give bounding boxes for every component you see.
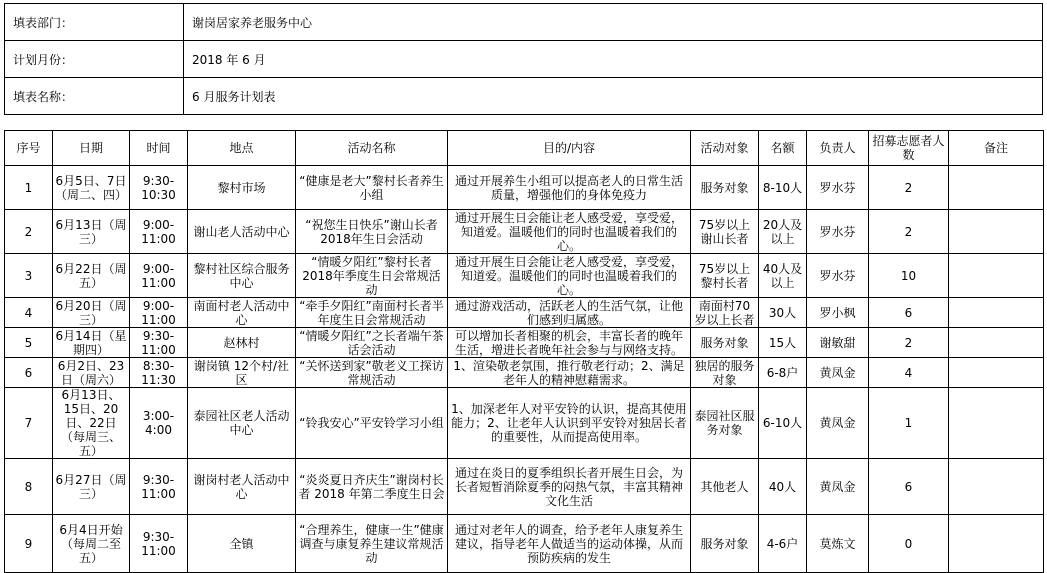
cell-date: 6月27日（周三） (53, 459, 130, 515)
dept-label: 填表部门： (5, 4, 184, 41)
cell-time: 9:00-11:00 (130, 210, 188, 254)
cell-volunteers: 10 (869, 254, 949, 298)
cell-place: 全镇 (188, 515, 296, 573)
cell-place: 南面村老人活动中心 (188, 298, 296, 328)
cell-quota: 6-10人 (759, 388, 807, 459)
cell-purpose: 1、加深老年人对平安铃的认识，提高其使用能力；2、让老年人认识到平安铃对独居长者的重要性，从而提高使用率。 (448, 388, 691, 459)
cell-activity: “牵手夕阳红”南面村长者半年度生日会常规活动 (296, 298, 448, 328)
cell-activity: “情暖夕阳红”黎村长者2018年季度生日会常规活动 (296, 254, 448, 298)
cell-note (949, 328, 1044, 358)
header-info-table (4, 3, 1043, 115)
month-label: 计划月份： (5, 41, 184, 78)
cell-leader: 罗水芬 (807, 166, 869, 210)
cell-date: 6月4日开始（每周二至五） (53, 515, 130, 573)
cell-activity: “合理养生，健康一生”健康调查与康复养生建议常规活动 (296, 515, 448, 573)
header-row-name (5, 78, 1043, 115)
cell-leader: 黄凤金 (807, 459, 869, 515)
cell-no: 4 (5, 298, 53, 328)
cell-purpose: 1、渲染敬老氛围，推行敬老行动；2、满足老年人的精神慰藉需求。 (448, 358, 691, 388)
header-row-month (5, 41, 1043, 78)
cell-time: 9:00-11:00 (130, 298, 188, 328)
col-header-place: 地点 (188, 131, 296, 166)
col-header-leader: 负责人 (807, 131, 869, 166)
cell-time: 3:00-4:00 (130, 388, 188, 459)
cell-no: 1 (5, 166, 53, 210)
cell-leader: 莫炼文 (807, 515, 869, 573)
cell-purpose: 通过开展养生小组可以提高老人的日常生活质量，增强他们的身体免疫力 (448, 166, 691, 210)
cell-leader: 谢敏甜 (807, 328, 869, 358)
cell-volunteers: 0 (869, 515, 949, 573)
cell-no: 7 (5, 388, 53, 459)
cell-activity: “铃我安心”平安铃学习小组 (296, 388, 448, 459)
table-row (5, 459, 1044, 515)
cell-note (949, 358, 1044, 388)
cell-place: 黎村市场 (188, 166, 296, 210)
cell-purpose: 通过游戏活动，活跃老人的生活气氛，让他们感到归属感。 (448, 298, 691, 328)
cell-target: 服务对象 (691, 166, 759, 210)
cell-activity: “健康是老大”黎村长者养生小组 (296, 166, 448, 210)
cell-quota: 40人 (759, 459, 807, 515)
cell-target: 南面村70岁以上长者 (691, 298, 759, 328)
cell-time: 9:30-11:00 (130, 328, 188, 358)
cell-time: 9:30-11:00 (130, 459, 188, 515)
cell-time: 9:30-10:30 (130, 166, 188, 210)
cell-volunteers: 1 (869, 388, 949, 459)
dept-value: 谢岗居家养老服务中心 (184, 4, 1043, 41)
cell-time: 9:00-11:00 (130, 254, 188, 298)
cell-target: 服务对象 (691, 515, 759, 573)
cell-volunteers: 2 (869, 210, 949, 254)
name-label: 填表名称： (5, 78, 184, 115)
cell-note (949, 388, 1044, 459)
cell-purpose: 通过在炎日的夏季组织长者开展生日会，为长者短暂消除夏季的闷热气氛，丰富其精神文化生活 (448, 459, 691, 515)
cell-no: 8 (5, 459, 53, 515)
cell-date: 6月13日（周三） (53, 210, 130, 254)
cell-quota: 6-8户 (759, 358, 807, 388)
cell-date: 6月20日（周三） (53, 298, 130, 328)
cell-place: 谢山老人活动中心 (188, 210, 296, 254)
cell-volunteers: 6 (869, 298, 949, 328)
col-header-purpose: 目的/内容 (448, 131, 691, 166)
col-header-date: 日期 (53, 131, 130, 166)
col-header-quota: 名额 (759, 131, 807, 166)
cell-volunteers: 4 (869, 358, 949, 388)
cell-note (949, 515, 1044, 573)
cell-purpose: 通过对老年人的调查，给予老年人康复养生建议，指导老年人做适当的运动体操，从而预防疾病的发生 (448, 515, 691, 573)
cell-activity: “祝您生日快乐”谢山长者2018年生日会活动 (296, 210, 448, 254)
cell-no: 5 (5, 328, 53, 358)
cell-date: 6月13日、15日、20日、22日（每周三、五） (53, 388, 130, 459)
cell-leader: 黄凤金 (807, 388, 869, 459)
cell-activity: “关怀送到家”敬老义工探访常规活动 (296, 358, 448, 388)
header-row-dept (5, 4, 1043, 41)
cell-no: 3 (5, 254, 53, 298)
cell-quota: 15人 (759, 328, 807, 358)
table-row (5, 328, 1044, 358)
col-header-note: 备注 (949, 131, 1044, 166)
cell-place: 谢岗村老人活动中心 (188, 459, 296, 515)
cell-volunteers: 2 (869, 166, 949, 210)
table-row (5, 388, 1044, 459)
table-row (5, 166, 1044, 210)
col-header-volunteers: 招募志愿者人数 (869, 131, 949, 166)
cell-note (949, 298, 1044, 328)
table-row (5, 358, 1044, 388)
col-header-activity: 活动名称 (296, 131, 448, 166)
cell-target: 泰园社区服务对象 (691, 388, 759, 459)
cell-time: 9:30-11:00 (130, 515, 188, 573)
col-header-target: 活动对象 (691, 131, 759, 166)
cell-quota: 20人及以上 (759, 210, 807, 254)
cell-no: 9 (5, 515, 53, 573)
cell-target: 独居的服务对象 (691, 358, 759, 388)
table-row (5, 298, 1044, 328)
cell-purpose: 可以增加长者相聚的机会，丰富长者的晚年生活，增进长者晚年社会参与与网络支持。 (448, 328, 691, 358)
cell-quota: 8-10人 (759, 166, 807, 210)
col-header-no: 序号 (5, 131, 53, 166)
service-plan-table (4, 130, 1044, 573)
table-row (5, 254, 1044, 298)
cell-leader: 罗水芬 (807, 254, 869, 298)
table-header-row (5, 131, 1044, 166)
cell-date: 6月22日（周五） (53, 254, 130, 298)
cell-date: 6月5日、7日（周二、四） (53, 166, 130, 210)
cell-quota: 4-6户 (759, 515, 807, 573)
cell-activity: “情暖夕阳红”之长者端午茶话会活动 (296, 328, 448, 358)
table-row (5, 210, 1044, 254)
cell-note (949, 166, 1044, 210)
cell-purpose: 通过开展生日会能让老人感受爱，享受爱，知道爱。温暖他们的同时也温暖着我们的心。 (448, 254, 691, 298)
cell-place: 黎村社区综合服务中心 (188, 254, 296, 298)
cell-no: 6 (5, 358, 53, 388)
cell-place: 泰园社区老人活动中心 (188, 388, 296, 459)
cell-volunteers: 2 (869, 328, 949, 358)
cell-activity: “炎炎夏日齐庆生”谢岗村长者 2018 年第二季度生日会 (296, 459, 448, 515)
cell-purpose: 通过开展生日会能让老人感受爱，享受爱，知道爱。温暖他们的同时也温暖着我们的心。 (448, 210, 691, 254)
month-value: 2018 年 6 月 (184, 41, 1043, 78)
cell-note (949, 254, 1044, 298)
cell-leader: 黄凤金 (807, 358, 869, 388)
cell-target: 其他老人 (691, 459, 759, 515)
cell-leader: 罗水芬 (807, 210, 869, 254)
cell-volunteers: 6 (869, 459, 949, 515)
cell-place: 谢岗镇 12个村/社区 (188, 358, 296, 388)
cell-no: 2 (5, 210, 53, 254)
cell-date: 6月2日、23日（周六） (53, 358, 130, 388)
cell-note (949, 459, 1044, 515)
cell-note (949, 210, 1044, 254)
cell-quota: 40人及以上 (759, 254, 807, 298)
cell-leader: 罗小枫 (807, 298, 869, 328)
cell-target: 75岁以上谢山长者 (691, 210, 759, 254)
cell-quota: 30人 (759, 298, 807, 328)
col-header-time: 时间 (130, 131, 188, 166)
cell-target: 服务对象 (691, 328, 759, 358)
name-value: 6 月服务计划表 (184, 78, 1043, 115)
cell-date: 6月14日（星期四） (53, 328, 130, 358)
cell-target: 75岁以上黎村长者 (691, 254, 759, 298)
table-row (5, 515, 1044, 573)
cell-place: 赵林村 (188, 328, 296, 358)
cell-time: 8:30-11:30 (130, 358, 188, 388)
